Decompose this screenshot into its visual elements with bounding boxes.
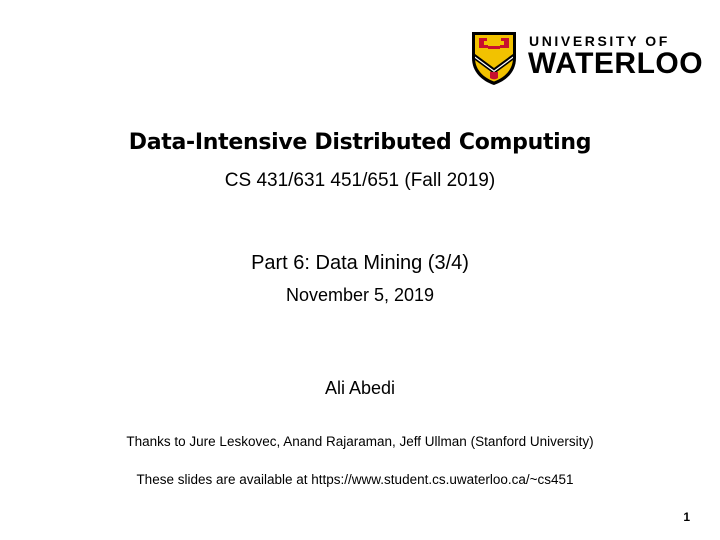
university-shield-icon [470,30,518,86]
acknowledgement-text: Thanks to Jure Leskovec, Anand Rajaraman, Jeff Ullman (Stanford University) [126,434,594,449]
page-number: 1 [683,510,690,524]
university-logo [470,30,702,86]
author-name: Ali Abedi [324,378,396,398]
slide-title: Data-Intensive Distributed Computing [128,130,592,155]
logo-university-of-text: UNIVERSITY OF [529,33,670,49]
lecture-date: November 5, 2019 [285,285,435,305]
course-code: CS 431/631 451/651 (Fall 2019) [224,170,496,191]
logo-waterloo-text: WATERLOO [528,47,704,80]
slides-availability-text: These slides are available at https://www.student.cs.uwaterloo.ca/~cs451 [136,472,574,487]
lecture-part: Part 6: Data Mining (3/4) [251,252,469,274]
